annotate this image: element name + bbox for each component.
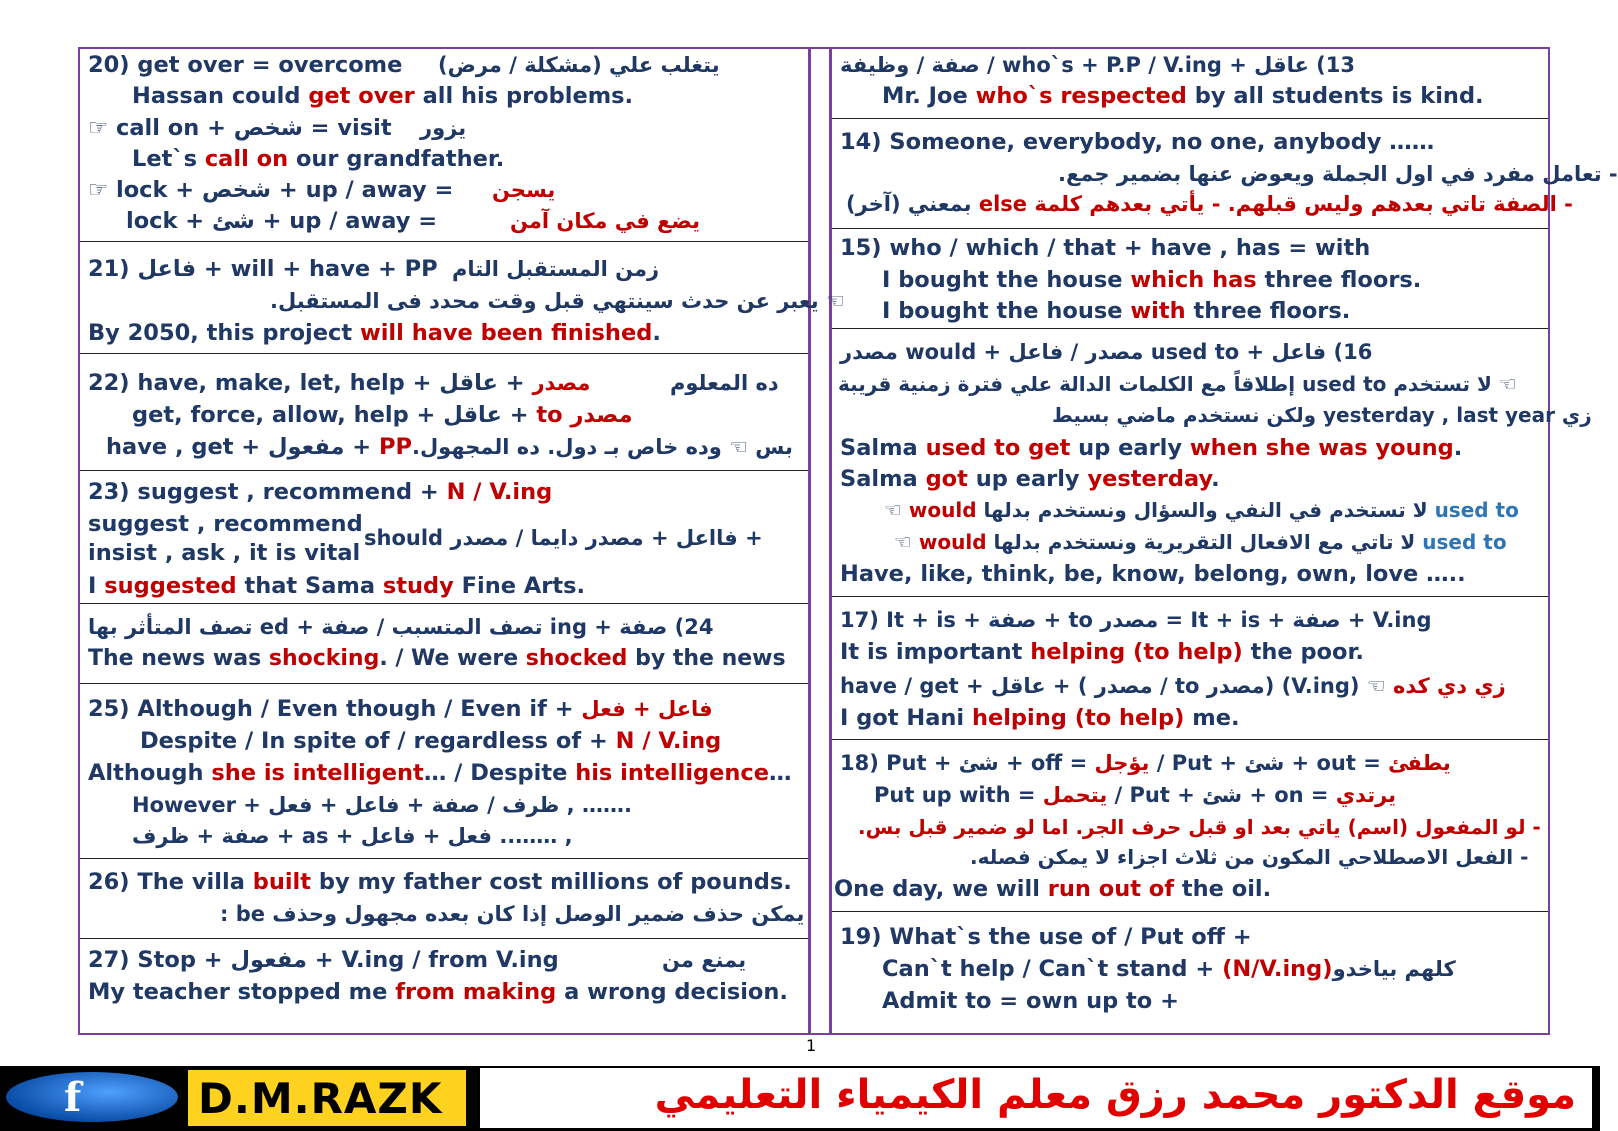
rule-title: 23) suggest , recommend + N / V.ing (88, 479, 553, 505)
example: I bought the house which has three floors. (882, 267, 1422, 293)
rule-title: 18) Put + شئ + off = يؤجل / Put + شئ + out = يطفئ (840, 751, 1451, 775)
example: Have, like, think, be, know, belong, own, love ….. (840, 561, 1466, 587)
rule-line: Despite / In spite of / regardless of + N / V.ing (140, 728, 722, 754)
rule-title: 25) Although / Even though / Even if + فاعل + فعل (88, 696, 713, 722)
example: Salma got up early yesterday. (840, 466, 1220, 492)
rule-note: - الفعل الاصطلاحي المكون من ثلاث اجزاء لا يمكن فصله. (970, 845, 1529, 869)
section-13 (832, 47, 1548, 119)
section-27 (80, 939, 808, 1035)
rule-title: 21) فاعل + will + have + PP (88, 256, 438, 282)
section-16 (832, 329, 1592, 597)
example: It is important helping (to help) the poor. (840, 639, 1364, 665)
rule-note: - لو المفعول (اسم) ياتي بعد او قبل حرف الجر. اما لو ضمير قبل بس. (858, 815, 1541, 839)
rule-line: get, force, allow, help + عاقل + to مصدر (132, 402, 633, 428)
rule-line: have , get + مفعول + PP بس ☜ وده خاص بـ دول. ده المجهول. (106, 434, 801, 460)
example: Although she is intelligent… / Despite his intelligence… (88, 760, 792, 786)
example: Let`s call on our grandfather. (132, 146, 505, 172)
section-25 (80, 684, 808, 859)
rule-note: ☜ would لا تاتي مع الافعال التقريرية ونستخدم بدلها used to (894, 530, 1507, 554)
section-23 (80, 471, 808, 604)
section-20 (80, 47, 808, 242)
example: I bought the house with three floors. (882, 298, 1351, 324)
rule-line: Admit to = own up to + (882, 988, 1179, 1014)
rule-arabic: يتغلب علي (مشكلة / مرض) (438, 53, 720, 77)
example: I got Hani helping (to help) me. (840, 705, 1240, 731)
rule-line: ☞ call on + شخص = visit (88, 115, 392, 141)
rule-line: lock + شئ + up / away = (126, 208, 438, 234)
rule-title: 24) صفة + ing تصف المتسبب / صفة + ed تصف المتأثر بها (88, 615, 714, 639)
left-column (80, 47, 845, 1035)
rule-title: 17) It + is + صفة + to مصدر = It + is + صفة + V.ing (840, 608, 1432, 632)
footer-banner (0, 1066, 1600, 1131)
rule-note: زي yesterday , last year ولكن نستخدم ماضي بسيط (1052, 403, 1592, 427)
example: Mr. Joe who`s respected by all students is kind. (882, 83, 1484, 109)
rule-arabic: يضع في مكان آمن (510, 209, 700, 233)
page-number: 1 (806, 1036, 817, 1055)
rule-note: - الصفة تاتي بعدهم وليس قبلهم. - يأتي بعدهم كلمة else بمعني (آخر) (846, 192, 1573, 216)
rule-line: have / get + عاقل + ( مصدر / to مصدر) (V.ing) ☜ زي دي كده (840, 674, 1506, 698)
section-24 (80, 604, 808, 684)
rule-note: - تعامل مفرد في اول الجملة ويعوض عنها بضمير جمع. (1058, 162, 1618, 186)
section-15 (832, 229, 1548, 329)
example: The news was shocking. / We were shocked by the news (88, 646, 786, 671)
rule-note: ☜ لا تستخدم used to إطلاقاً مع الكلمات الدالة علي فترة زمنية قريبة (838, 372, 1517, 396)
right-column (832, 47, 1618, 1035)
rule-line: Can`t help / Can`t stand + (N/V.ing) كلهم بياخدو (882, 956, 1463, 982)
rule-title: 20) get over = overcome (88, 52, 403, 78)
rule-title: 22) have, make, let, help + عاقل + مصدر (88, 370, 591, 396)
rule-note: ☜ يعبر عن حدث سينتهي قبل وقت محدد فى المستقبل. (270, 289, 845, 313)
section-22 (80, 354, 808, 471)
rule-line: insist , ask , it is vital (88, 540, 361, 566)
rule-line: Put up with = يتحمل / Put + شئ + on = يرتدي (874, 783, 1397, 807)
rule-title: 13) عاقل + who`s + P.P / V.ing / صفة / وظيفة (840, 53, 1355, 77)
section-14 (832, 119, 1618, 229)
rule-line: However + ظرف / صفة + فاعل + فعل , ……. (132, 793, 632, 817)
example: One day, we will run out of the oil. (834, 876, 1272, 902)
example: I suggested that Sama study Fine Arts. (88, 573, 586, 599)
facebook-icon[interactable]: f (6, 1072, 178, 1122)
section-18 (832, 740, 1548, 912)
rule-arabic: زمن المستقبل التام (452, 257, 660, 281)
rule-title: 19) What`s the use of / Put off + (840, 924, 1252, 950)
rule-arabic: ده المعلوم (670, 371, 779, 395)
rule-arabic: + فااعل + مصدر دايما / مصدر should (364, 526, 763, 550)
rule-line: , …….. فعل + فاعل + as + صفة + ظرف (132, 824, 573, 848)
brand-logo: D.M.RAZK (188, 1070, 466, 1126)
rule-title: 15) who / which / that + have , has = with (840, 235, 1371, 261)
section-21 (80, 242, 845, 354)
example: Salma used to get up early when she was young. (840, 435, 1463, 461)
example: My teacher stopped me from making a wrong decision. (88, 979, 788, 1005)
example: By 2050, this project will have been finished. (88, 320, 661, 346)
rule-title: 26) The villa built by my father cost millions of pounds. (88, 869, 792, 895)
rule-note: يمكن حذف ضمير الوصل إذا كان بعده مجهول وحذف be : (220, 902, 805, 926)
rule-note: ☜ would لا تستخدم في النفي والسؤال ونستخدم بدلها used to (884, 498, 1519, 522)
section-17 (832, 597, 1548, 740)
rule-arabic: يمنع من (662, 948, 747, 972)
column-divider (808, 47, 811, 1035)
rule-arabic: يسجن (492, 178, 556, 202)
section-26 (80, 859, 808, 939)
section-19 (832, 912, 1548, 1035)
rule-title: 16) فاعل + used to مصدر / فاعل + would مصدر (840, 340, 1373, 364)
rule-arabic: يزور (420, 116, 467, 140)
example: Hassan could get over all his problems. (132, 83, 634, 109)
rule-title: 14) Someone, everybody, no one, anybody …… (840, 129, 1435, 155)
rule-line: ☞ lock + شخص + up / away = (88, 177, 454, 203)
site-title: موقع الدكتور محمد رزق معلم الكيمياء التعليمي (480, 1068, 1592, 1128)
rule-title: 27) Stop + مفعول + V.ing / from V.ing (88, 947, 559, 973)
rule-line: suggest , recommend (88, 511, 363, 537)
